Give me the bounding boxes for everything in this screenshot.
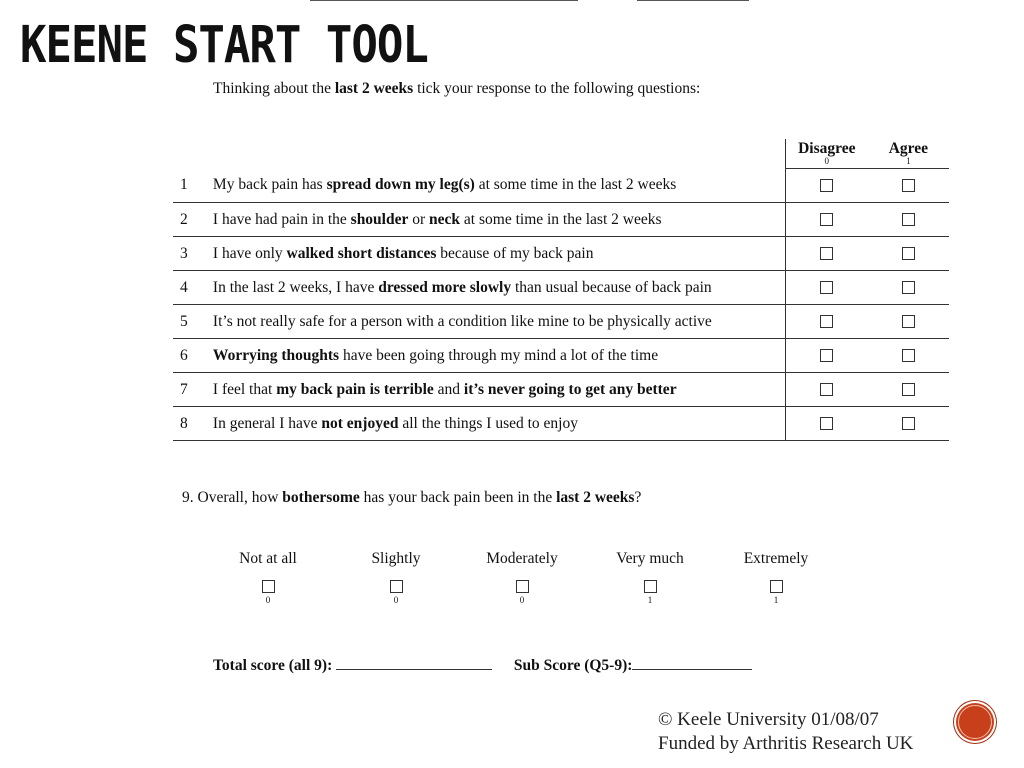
question-row	[173, 169, 949, 203]
disagree-checkbox[interactable]	[820, 315, 833, 328]
total-score-label: Total score (all 9):	[213, 657, 333, 674]
question-number: 2	[173, 203, 213, 237]
disagree-checkbox[interactable]	[820, 179, 833, 192]
agree-checkbox[interactable]	[902, 179, 915, 192]
sub-score-field[interactable]	[632, 655, 752, 670]
scale-option	[716, 550, 836, 605]
agree-checkbox[interactable]	[902, 281, 915, 294]
question-text: Worrying thoughts have been going through my mind a lot of the time	[213, 339, 785, 373]
question-text: My back pain has spread down my leg(s) at some time in the last 2 weeks	[213, 169, 785, 203]
instructions: Thinking about the last 2 weeks tick your response to the following questions:	[213, 80, 701, 97]
agree-checkbox[interactable]	[902, 315, 915, 328]
scale-option	[208, 550, 328, 605]
scale-option	[462, 550, 582, 605]
scale-option-checkbox[interactable]	[262, 580, 275, 593]
scale-option-checkbox[interactable]	[644, 580, 657, 593]
scale-option-label: Extremely	[743, 550, 809, 567]
scale-option-checkbox[interactable]	[390, 580, 403, 593]
scale-option-checkbox[interactable]	[516, 580, 529, 593]
question-text: It’s not really safe for a person with a condition like mine to be physically active	[213, 305, 785, 339]
scale-option-label: Slightly	[371, 550, 421, 567]
question-row	[173, 203, 949, 237]
disagree-checkbox[interactable]	[820, 417, 833, 430]
total-score-field[interactable]	[336, 655, 492, 670]
agree-checkbox[interactable]	[902, 417, 915, 430]
sub-score-label: Sub Score (Q5-9):	[513, 657, 633, 674]
question-number: 4	[173, 271, 213, 305]
question-text: I feel that my back pain is terrible and it’s never going to get any better	[213, 373, 785, 407]
scale-option-label: Moderately	[486, 550, 558, 567]
scale-option-label: Not at all	[239, 550, 297, 567]
question-number: 1	[173, 169, 213, 203]
question-text: In the last 2 weeks, I have dressed more slowly than usual because of back pain	[213, 271, 785, 305]
scale-option-score: 1	[773, 595, 779, 605]
question-number: 7	[173, 373, 213, 407]
scale-option-score: 0	[265, 595, 271, 605]
question-9: 9. Overall, how bothersome has your back pain been in the last 2 weeks?	[182, 489, 642, 506]
question-number: 8	[173, 407, 213, 441]
question-row	[173, 271, 949, 305]
scale-option-checkbox[interactable]	[770, 580, 783, 593]
agree-checkbox[interactable]	[902, 383, 915, 396]
disagree-checkbox[interactable]	[820, 349, 833, 362]
question-row	[173, 305, 949, 339]
scale-option-score: 0	[519, 595, 525, 605]
agree-checkbox[interactable]	[902, 349, 915, 362]
column-header-disagree: Disagree 0	[785, 139, 867, 169]
question-number: 3	[173, 237, 213, 271]
scale-option-label: Very much	[616, 550, 684, 567]
disagree-checkbox[interactable]	[820, 281, 833, 294]
question-row	[173, 339, 949, 373]
question-text: I have had pain in the shoulder or neck at some time in the last 2 weeks	[213, 203, 785, 237]
question-number: 6	[173, 339, 213, 373]
slide-badge-icon	[954, 701, 996, 743]
question-table	[173, 139, 949, 441]
agree-checkbox[interactable]	[902, 247, 915, 260]
scale-option-score: 0	[393, 595, 399, 605]
disagree-checkbox[interactable]	[820, 247, 833, 260]
agree-checkbox[interactable]	[902, 213, 915, 226]
disagree-checkbox[interactable]	[820, 213, 833, 226]
slide-title: KEENE START TOOL	[20, 16, 428, 75]
question-text: In general I have not enjoyed all the things I used to enjoy	[213, 407, 785, 441]
question-row	[173, 373, 949, 407]
question-number: 5	[173, 305, 213, 339]
question-row	[173, 237, 949, 271]
question-text: I have only walked short distances because of my back pain	[213, 237, 785, 271]
scale-option-score: 1	[647, 595, 653, 605]
scale-option	[336, 550, 456, 605]
disagree-checkbox[interactable]	[820, 383, 833, 396]
scale-option	[590, 550, 710, 605]
copyright-notice: © Keele University 01/08/07 Funded by Arthritis Research UK	[658, 709, 914, 754]
question-row	[173, 407, 949, 441]
column-header-agree: Agree 1	[868, 139, 949, 169]
score-totals	[213, 655, 752, 675]
